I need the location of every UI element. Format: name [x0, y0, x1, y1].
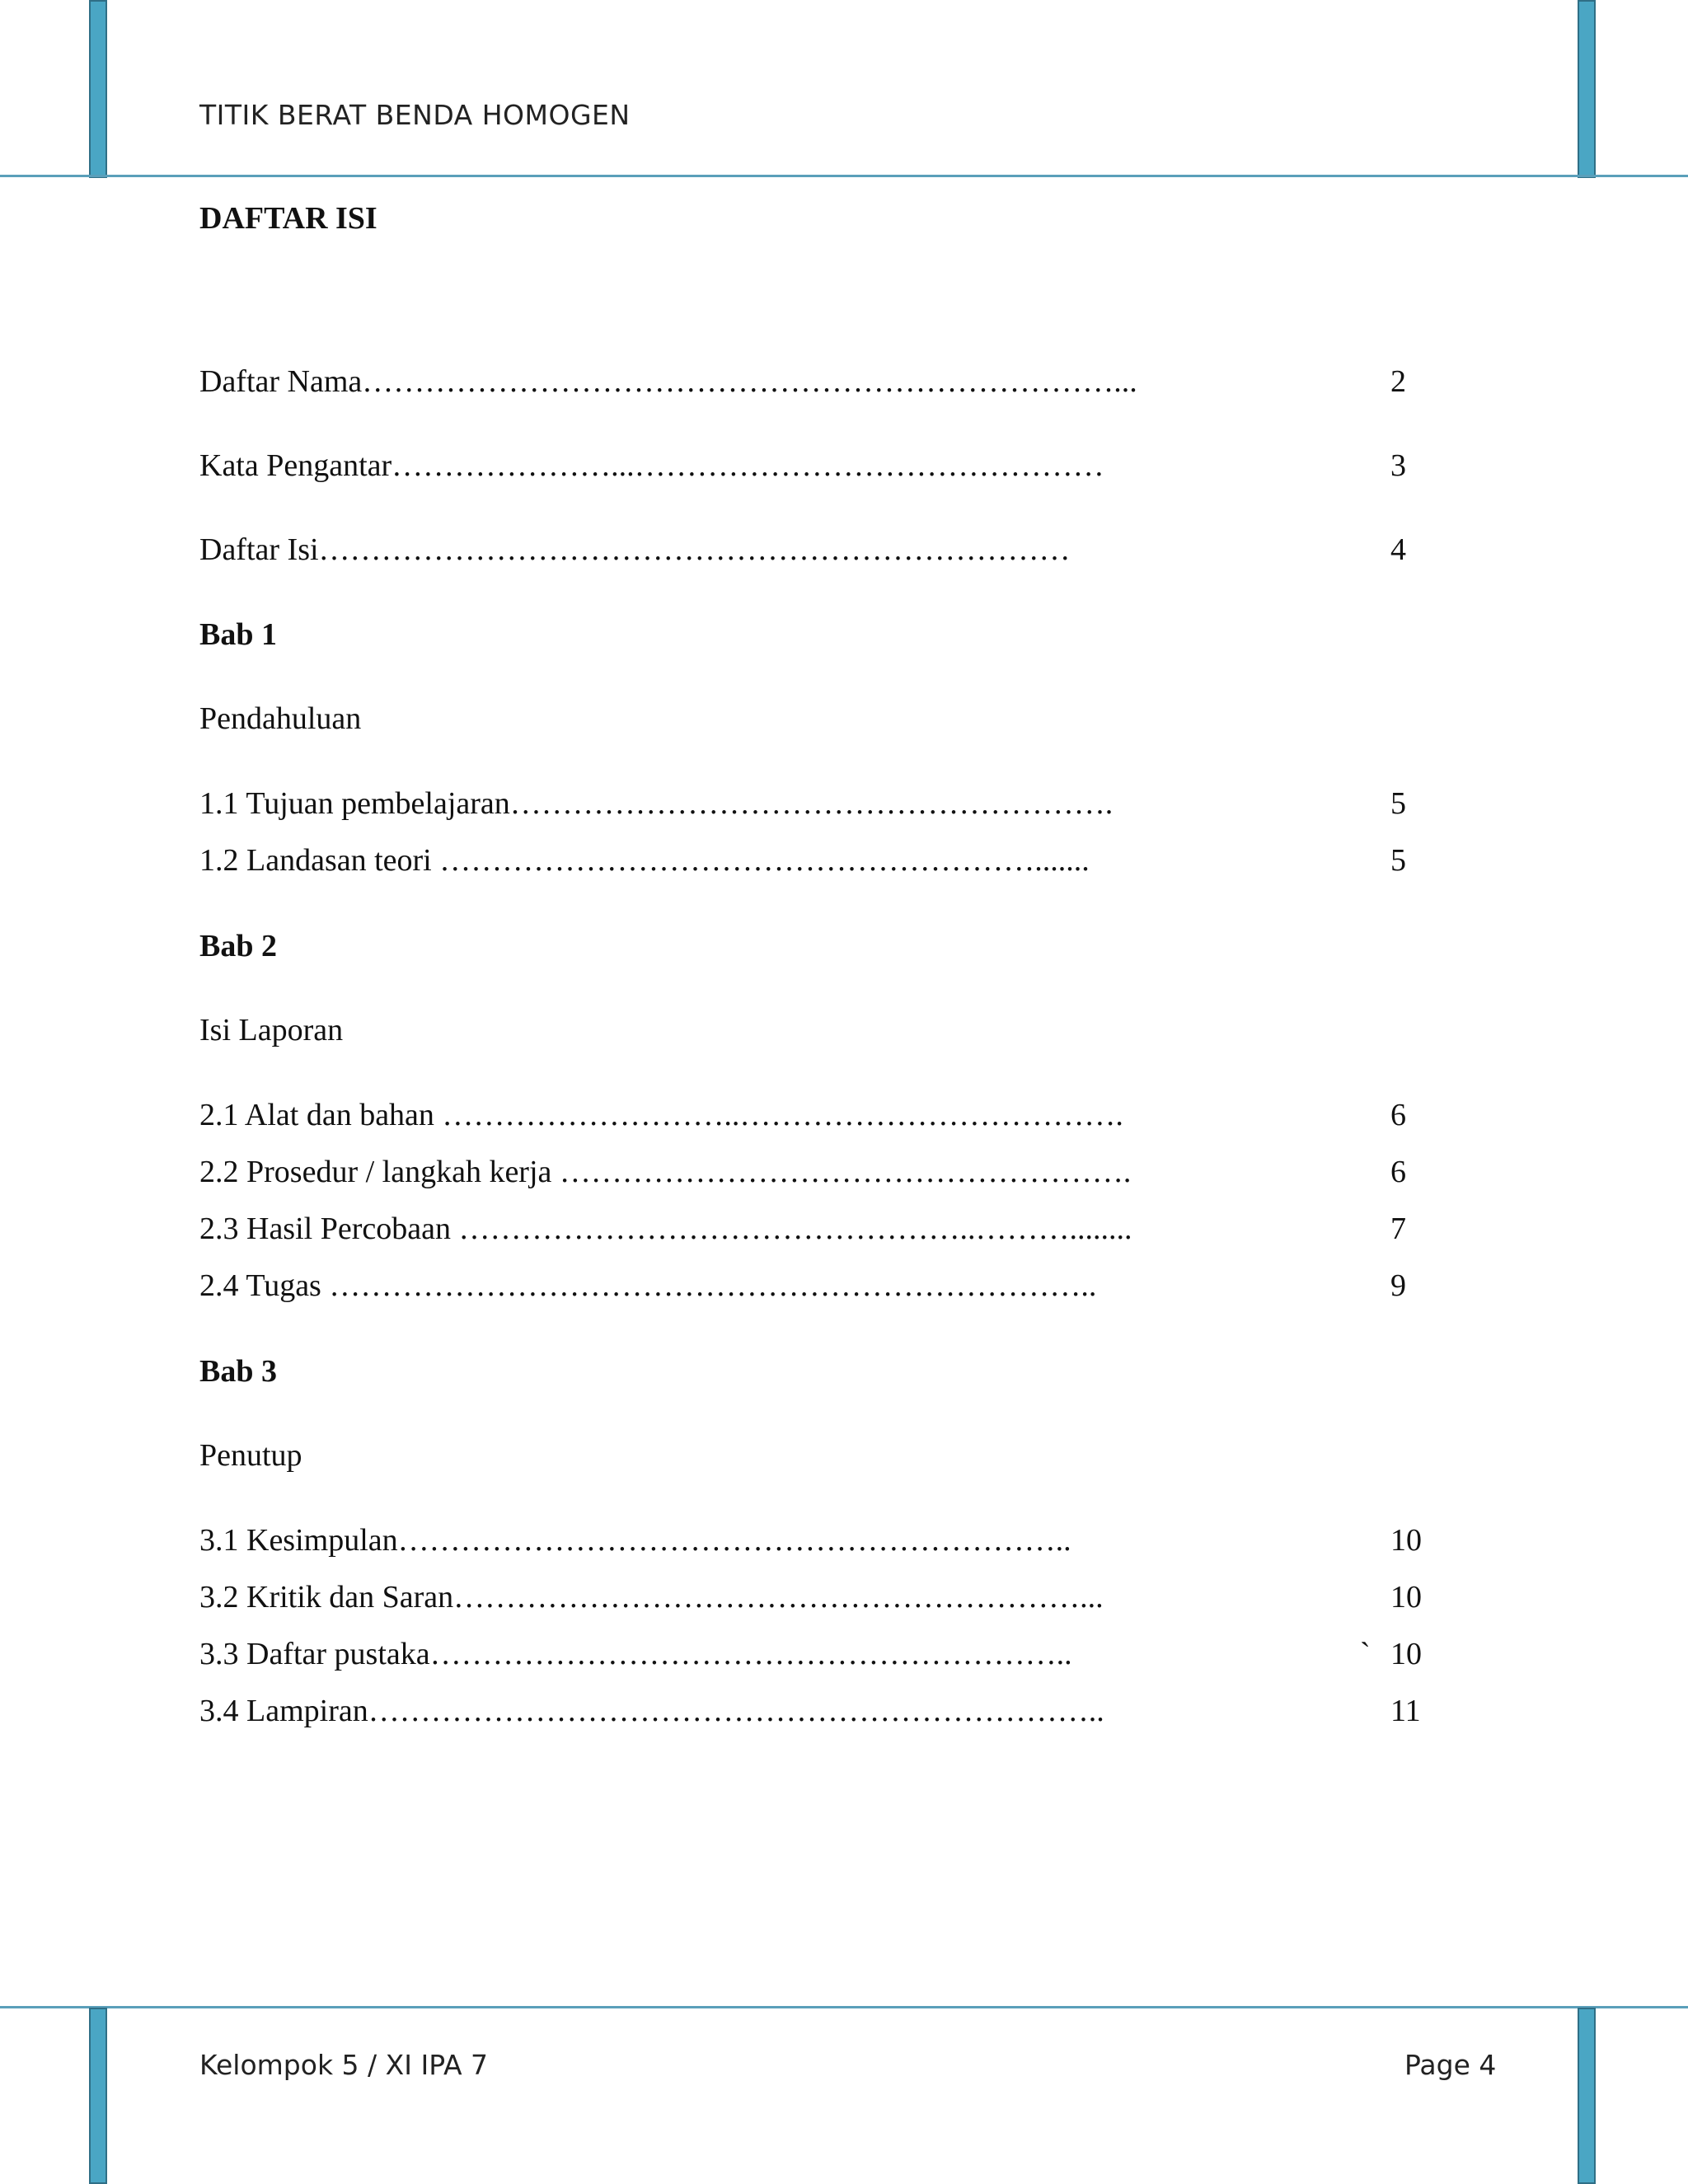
toc-entry-page: 4 [1390, 532, 1406, 567]
toc-entry-text: 3.1 Kesimpulan……………………………………………………….. [199, 1523, 1071, 1558]
toc-entry-page: 10 [1390, 1580, 1422, 1615]
toc-entry-3-1 [199, 1522, 1452, 1563]
toc-entry-text: 1.1 Tujuan pembelajaran…………………………………………………. [199, 786, 1114, 821]
toc-entry-page: 6 [1390, 1155, 1406, 1189]
toc-entry-text: 3.4 Lampiran…………………………………………………………….. [199, 1694, 1104, 1728]
toc-entry-text: 2.3 Hasil Percobaan …………………………………………..………........ [199, 1212, 1132, 1246]
toc-entry-3-4 [199, 1693, 1452, 1734]
toc-entry-1-1 [199, 785, 1452, 827]
toc-entry-page: 9 [1390, 1268, 1406, 1303]
toc-entry-text: Daftar Isi……………………………………………………………… [199, 532, 1071, 567]
toc-entry-2-2 [199, 1154, 1452, 1195]
toc-entry-page: 7 [1390, 1212, 1406, 1246]
bab2-label: Bab 2 [199, 929, 277, 963]
toc-entry-kata-pengantar [199, 448, 1452, 489]
footer-page-number: Page 4 [1404, 2049, 1497, 2081]
header-divider [0, 175, 1688, 177]
toc-heading: DAFTAR ISI [199, 201, 377, 236]
toc-entry-3-3 [199, 1636, 1452, 1677]
footer-divider [0, 2006, 1688, 2008]
bab2-title: Isi Laporan [199, 1013, 344, 1047]
header-left-bar [89, 0, 107, 178]
footer-group-label: Kelompok 5 / XI IPA 7 [199, 2049, 489, 2081]
toc-entry-page: 2 [1390, 364, 1406, 399]
toc-entry-2-4 [199, 1268, 1452, 1309]
bab3-title: Penutup [199, 1438, 302, 1473]
toc-entry-text: 2.2 Prosedur / langkah kerja ………………………………………………. [199, 1155, 1132, 1189]
toc-entry-1-2 [199, 842, 1452, 883]
toc-entry-text: 2.1 Alat dan bahan ………………………..………………………………. [199, 1098, 1123, 1132]
toc-entry-page: 10 [1390, 1637, 1422, 1671]
toc-entry-text: Kata Pengantar…………………...……………………………………… [199, 448, 1104, 483]
bab1-title: Pendahuluan [199, 701, 362, 736]
toc-entry-page: 3 [1390, 448, 1406, 483]
toc-entry-text: 3.2 Kritik dan Saran……………………………………………………... [199, 1580, 1104, 1615]
footer-left-bar [89, 2008, 107, 2184]
toc-entry-page: 10 [1390, 1523, 1422, 1558]
toc-entry-page: 5 [1390, 786, 1406, 821]
toc-entry-text: 1.2 Landasan teori …………………………………………………....... [199, 843, 1090, 878]
toc-entry-stray-mark: ` [1360, 1637, 1371, 1671]
header-right-bar [1578, 0, 1596, 178]
toc-entry-page: 11 [1390, 1694, 1421, 1728]
footer-right-bar [1578, 2008, 1596, 2184]
toc-entry-text: 2.4 Tugas ……………………………………………………………….. [199, 1268, 1097, 1303]
toc-entry-page: 6 [1390, 1098, 1406, 1132]
toc-entry-2-1 [199, 1097, 1452, 1138]
toc-entry-2-3 [199, 1211, 1452, 1252]
toc-entry-page: 5 [1390, 843, 1406, 878]
toc-entry-3-2 [199, 1579, 1452, 1620]
toc-entry-daftar-isi [199, 532, 1452, 573]
toc-entry-text: 3.3 Daftar pustaka…………………………………………………….. [199, 1637, 1072, 1671]
bab3-label: Bab 3 [199, 1354, 277, 1389]
bab1-label: Bab 1 [199, 617, 277, 652]
toc-entry-daftar-nama [199, 363, 1452, 405]
header-title: TITIK BERAT BENDA HOMOGEN [199, 99, 631, 131]
toc-entry-text: Daftar Nama………………………………………………………………... [199, 364, 1137, 399]
